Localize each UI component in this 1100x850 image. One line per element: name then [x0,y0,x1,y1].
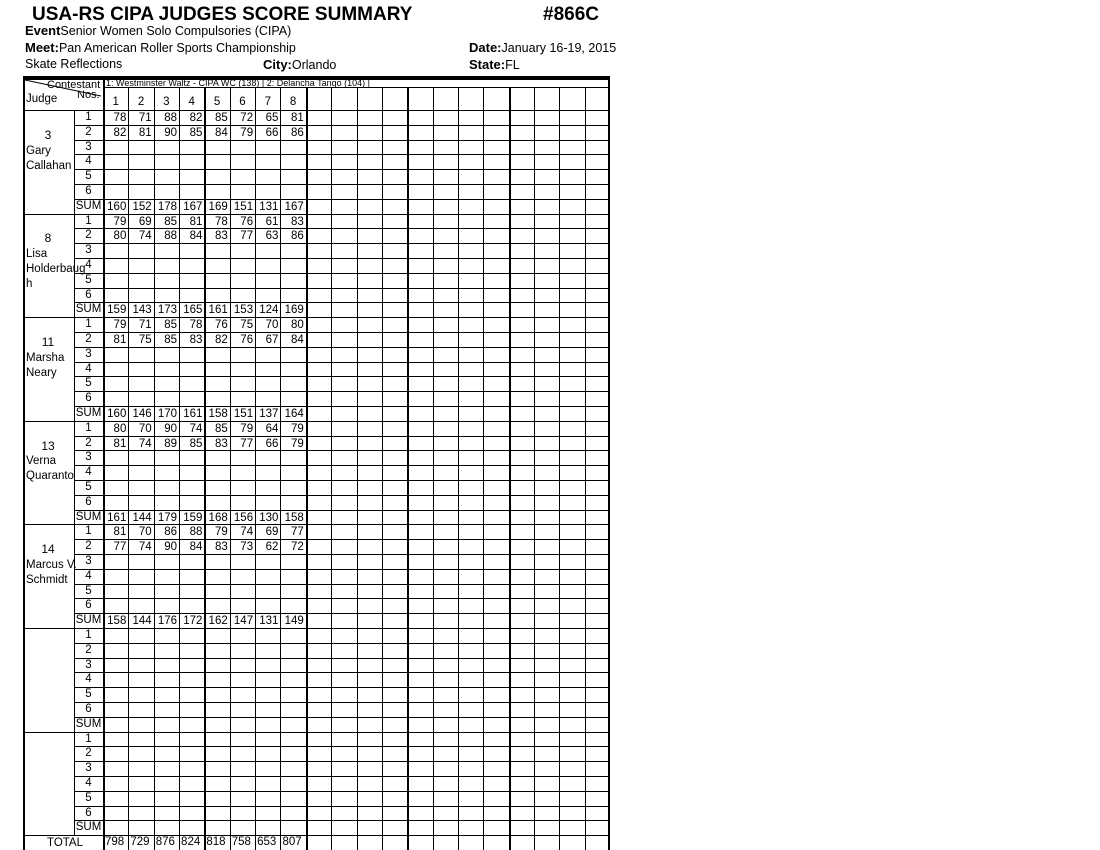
row-label: 3 [85,347,92,360]
score-cell: 83 [290,215,304,228]
row-label: 5 [85,791,92,804]
sum-cell: 144 [132,511,152,524]
score-cell: 82 [113,126,127,139]
row-label: 4 [85,673,92,686]
score-cell: 73 [240,541,254,554]
grid-line-h [74,820,610,821]
sum-cell: 156 [233,511,254,524]
judge-number: 11 [41,335,55,349]
date-line [469,40,616,55]
row-label: 2 [85,125,92,138]
sum-cell: 165 [183,304,203,317]
grid-line-v [357,87,358,850]
judge-number: 13 [41,438,55,453]
grid-line-h [74,717,610,718]
score-cell: 85 [164,319,178,332]
score-cell: 72 [240,112,254,124]
row-label: 2 [85,333,92,345]
contestant-number: 1 [112,96,119,108]
total-cell: 824 [181,836,201,849]
grid-line-h [74,154,610,155]
grid-line-h [74,761,610,762]
score-cell: 72 [290,541,304,554]
contestant-number: 7 [264,96,271,108]
score-cell: 88 [164,230,178,243]
judge-number: 14 [41,542,55,557]
score-cell: 85 [214,422,228,435]
row-label: 1 [85,214,92,227]
row-label: 2 [85,747,92,760]
score-cell: 81 [113,334,127,346]
sum-cell: 160 [107,200,127,213]
score-cell: 90 [164,422,178,435]
score-cell: 85 [214,112,228,124]
score-cell: 84 [189,541,203,554]
score-cell: 71 [138,112,152,124]
score-cell: 83 [214,437,228,450]
score-cell: 69 [138,215,152,228]
total-cell: 798 [105,836,125,849]
date-value: January 16-19, 2015 [501,41,617,55]
event-line [25,23,291,38]
sum-cell: 176 [157,615,178,628]
score-cell: 79 [290,437,304,450]
score-cell: 85 [164,215,178,228]
sum-cell: 160 [107,408,127,420]
row-label: 3 [85,140,92,153]
total-cell: 729 [130,836,150,849]
score-cell: 90 [164,541,178,554]
grid-line-h [74,643,610,644]
score-cell: 80 [290,319,304,332]
sum-cell: 159 [107,304,127,317]
grid-line-h [74,450,610,451]
grid-line-h [74,569,610,570]
score-cell: 81 [113,437,127,450]
grid-line-h [74,495,610,496]
score-cell: 78 [113,112,127,124]
score-cell: 84 [214,126,228,139]
date-label: Date: [469,40,502,55]
grid-line-v [559,87,560,850]
row-label: 1 [85,732,92,745]
grid-line-v [331,87,332,850]
score-cell: 79 [290,422,304,435]
row-label: 1 [85,111,92,123]
sum-cell: 169 [284,304,304,317]
sum-cell: 131 [259,200,279,213]
score-cell: 74 [189,422,203,435]
score-cell: 76 [240,215,254,228]
row-label: 3 [85,762,92,775]
score-cell: 89 [164,437,178,450]
sum-cell: 167 [183,200,203,213]
score-cell: 74 [138,437,152,450]
sum-cell: 152 [132,200,152,213]
row-label: 5 [85,481,92,493]
score-cell: 90 [164,126,178,139]
score-cell: 85 [164,334,178,346]
contestant-number: 3 [163,96,170,108]
contestant-number: 5 [213,96,221,108]
row-label: 1 [85,629,92,641]
meet-line [25,40,296,55]
sum-cell: 151 [233,408,254,420]
club-line [25,57,122,71]
score-cell: 70 [265,319,279,332]
total-cell: 818 [206,836,226,849]
row-label: 2 [85,436,92,449]
row-label: 4 [85,155,92,168]
row-label: 1 [85,525,92,538]
score-cell: 76 [240,334,254,346]
score-cell: 78 [214,215,228,228]
row-label: 6 [85,495,92,508]
grid-line-v [585,87,586,850]
row-label: 2 [85,229,92,242]
judge-name-line: Lisa [26,248,48,261]
meet-label: Meet: [25,40,59,55]
grid-line-v [433,87,434,850]
grid-line-h [74,554,610,555]
row-label: 5 [85,688,92,701]
grid-line-v [103,78,105,850]
row-label: SUM [75,407,102,419]
score-cell: 83 [189,334,203,346]
row-label: SUM [75,510,102,523]
sum-cell: 172 [183,615,203,628]
score-cell: 86 [290,126,304,139]
row-label: 2 [85,540,92,553]
row-label: 4 [85,362,92,375]
total-cell: 653 [257,836,277,849]
score-cell: 77 [113,541,127,554]
grid-line-v [306,87,308,850]
event-label: Event [25,23,61,38]
row-label: SUM [75,821,102,834]
score-cell: 77 [240,230,254,243]
score-cell: 85 [189,437,203,450]
score-cell: 84 [290,334,304,346]
row-label: 5 [85,377,92,390]
contestant-number: 2 [137,96,145,108]
meet-value: Pan American Roller Sports Championship [58,41,296,55]
grid-line-h [74,347,610,348]
grid-line-h [74,288,610,289]
row-label: 4 [85,466,92,479]
sum-cell: 147 [233,615,254,628]
grid-line-v [458,87,459,850]
row-label: 1 [85,318,92,331]
grid-line-h [74,362,610,363]
grid-line-v [23,78,25,850]
grid-line-h [74,169,610,170]
judge-name-line: h [26,278,33,291]
judge-name-line: Callahan [26,159,72,172]
row-label: 6 [85,703,92,715]
total-cell: 807 [282,836,302,849]
sum-cell: 158 [208,408,228,420]
grid-line-h [23,732,610,733]
grid-line-v [382,87,383,850]
report-title: USA-RS CIPA JUDGES SCORE SUMMARY [32,4,413,25]
grid-line-h [74,687,610,688]
grid-line-v [407,87,409,850]
score-cell: 76 [214,319,228,332]
score-cell: 70 [138,422,152,435]
grid-line-h [74,243,610,244]
score-cell: 80 [113,230,127,243]
grid-line-h [74,702,610,703]
row-label: SUM [75,199,102,212]
sum-cell: 124 [259,304,279,317]
score-cell: 79 [113,215,127,228]
sum-cell: 158 [284,511,304,524]
row-label: 4 [85,777,92,789]
contestant-number: 4 [188,96,195,108]
grid-line-h [74,465,610,466]
sum-cell: 164 [284,408,304,420]
row-label: SUM [75,614,102,627]
total-cell: 876 [155,836,175,849]
corner-nos-label: Nos. [77,89,100,101]
score-cell: 81 [189,215,203,228]
judge-name-line: Holderbaug [26,263,86,276]
grid-line-h [74,258,610,259]
form-number: #866C [543,4,599,25]
sum-cell: 179 [157,511,178,524]
row-label: 4 [85,569,92,582]
row-label: 5 [85,584,92,597]
row-label: 6 [85,288,92,301]
score-cell: 74 [240,526,254,539]
sum-cell: 158 [107,615,127,628]
score-cell: 71 [138,319,152,332]
score-cell: 66 [265,437,279,450]
grid-line-h [74,658,610,659]
score-cell: 79 [214,526,228,539]
total-label: TOTAL [47,837,83,850]
score-cell: 83 [214,541,228,554]
row-label: 6 [85,599,92,612]
score-cell: 70 [138,526,152,539]
club-value: Skate Reflections [25,57,123,71]
score-cell: 79 [113,319,127,332]
judge-name-line: Verna [26,455,57,468]
row-label: 1 [85,421,92,434]
row-label: SUM [75,303,102,316]
row-label: 6 [85,806,92,819]
row-label: 6 [85,185,92,197]
city-value: Orlando [291,58,337,72]
grid-line-h [74,776,610,777]
judge-name-line: Marcus V. [26,559,77,571]
grid-line-h [74,480,610,481]
judge-name-line: Gary [26,144,51,157]
header-rule [23,76,610,78]
score-cell: 79 [240,126,254,139]
grid-line-h [74,584,610,585]
sum-cell: 173 [157,304,178,317]
score-cell: 81 [138,126,152,139]
score-cell: 86 [164,526,178,539]
grid-line-v [608,78,610,850]
row-label: 5 [85,273,92,286]
score-cell: 79 [240,422,254,435]
row-label: SUM [75,717,102,730]
state-line [469,57,520,72]
score-cell: 88 [164,112,178,124]
score-cell: 75 [138,334,152,346]
score-cell: 86 [290,230,304,243]
score-cell: 82 [189,112,203,124]
score-cell: 81 [113,526,127,539]
row-label: 3 [85,451,92,464]
sum-cell: 170 [157,408,178,420]
event-value: Senior Women Solo Compulsories (CIPA) [60,24,292,38]
score-cell: 74 [138,230,152,243]
grid-line-h [74,791,610,792]
grid-line-h [74,598,610,599]
corner-judge-label: Judge [26,93,58,105]
score-cell: 81 [290,112,304,124]
score-cell: 80 [113,422,127,435]
sum-cell: 167 [284,200,304,213]
sum-cell: 159 [183,511,203,524]
row-label: 6 [85,392,92,405]
sum-cell: 169 [208,200,228,213]
score-cell: 65 [265,112,279,124]
score-cell: 88 [189,526,203,539]
row-label: 3 [85,658,92,671]
sum-cell: 161 [107,511,127,524]
grid-line-h [74,184,610,185]
sum-cell: 144 [132,615,152,628]
city-label: City: [263,57,292,72]
sum-cell: 161 [183,408,203,420]
row-label: 2 [85,643,92,656]
sum-cell: 161 [208,304,228,317]
dances-caption: 1: Westminster Waltz - CIPA WC (138) | 2: Delancha Tango (104) | [106,78,370,88]
total-cell: 758 [231,836,251,849]
judge-number: 8 [44,231,52,246]
judge-name-line: Neary [26,366,57,379]
score-cell: 77 [290,526,304,539]
grid-line-h [74,376,610,377]
sum-cell: 149 [284,615,304,628]
score-cell: 66 [265,126,279,139]
city-line [263,57,336,72]
sum-cell: 137 [259,408,279,420]
state-label: State: [469,57,506,72]
grid-line-v [509,87,511,850]
score-cell: 82 [214,334,228,346]
judge-name-line: Marsha [26,351,65,364]
score-cell: 61 [265,215,279,228]
score-grid [23,78,610,850]
judge-name-line: Quaranto [26,470,74,483]
contestant-number: 6 [239,96,246,108]
score-cell: 77 [240,437,254,450]
contestant-number: 8 [289,96,297,108]
judge-name-line: Schmidt [26,574,68,586]
row-label: 3 [85,555,92,567]
score-cell: 67 [265,334,279,346]
corner-contestant-label: Contestant [47,79,101,91]
score-cell: 69 [265,526,279,539]
grid-line-h [74,672,610,673]
sum-cell: 151 [233,200,254,213]
row-label: 5 [85,170,92,183]
judge-number: 3 [44,127,52,142]
row-label: 4 [85,259,92,271]
sum-cell: 131 [259,615,279,628]
sum-cell: 143 [132,304,152,317]
sum-cell: 153 [233,304,254,317]
grid-line-h [74,806,610,807]
score-cell: 62 [265,541,279,554]
sum-cell: 168 [208,511,228,524]
score-cell: 83 [214,230,228,243]
score-cell: 74 [138,541,152,554]
grid-line-v [534,87,535,850]
sum-cell: 146 [132,408,152,420]
score-cell: 85 [189,126,203,139]
grid-line-h [74,746,610,747]
grid-line-h [74,273,610,274]
score-cell: 64 [265,422,279,435]
row-label: 3 [85,244,92,257]
score-cell: 63 [265,230,279,243]
score-cell: 75 [240,319,254,332]
grid-line-v [483,87,484,850]
sum-cell: 130 [259,511,279,524]
grid-line-h [74,140,610,141]
grid-line-h [74,391,610,392]
state-value: FL [505,58,520,72]
score-cell: 84 [189,230,203,243]
sum-cell: 162 [208,615,228,628]
sum-cell: 178 [157,200,178,213]
grid-line-h [23,628,610,629]
score-cell: 78 [189,319,203,332]
